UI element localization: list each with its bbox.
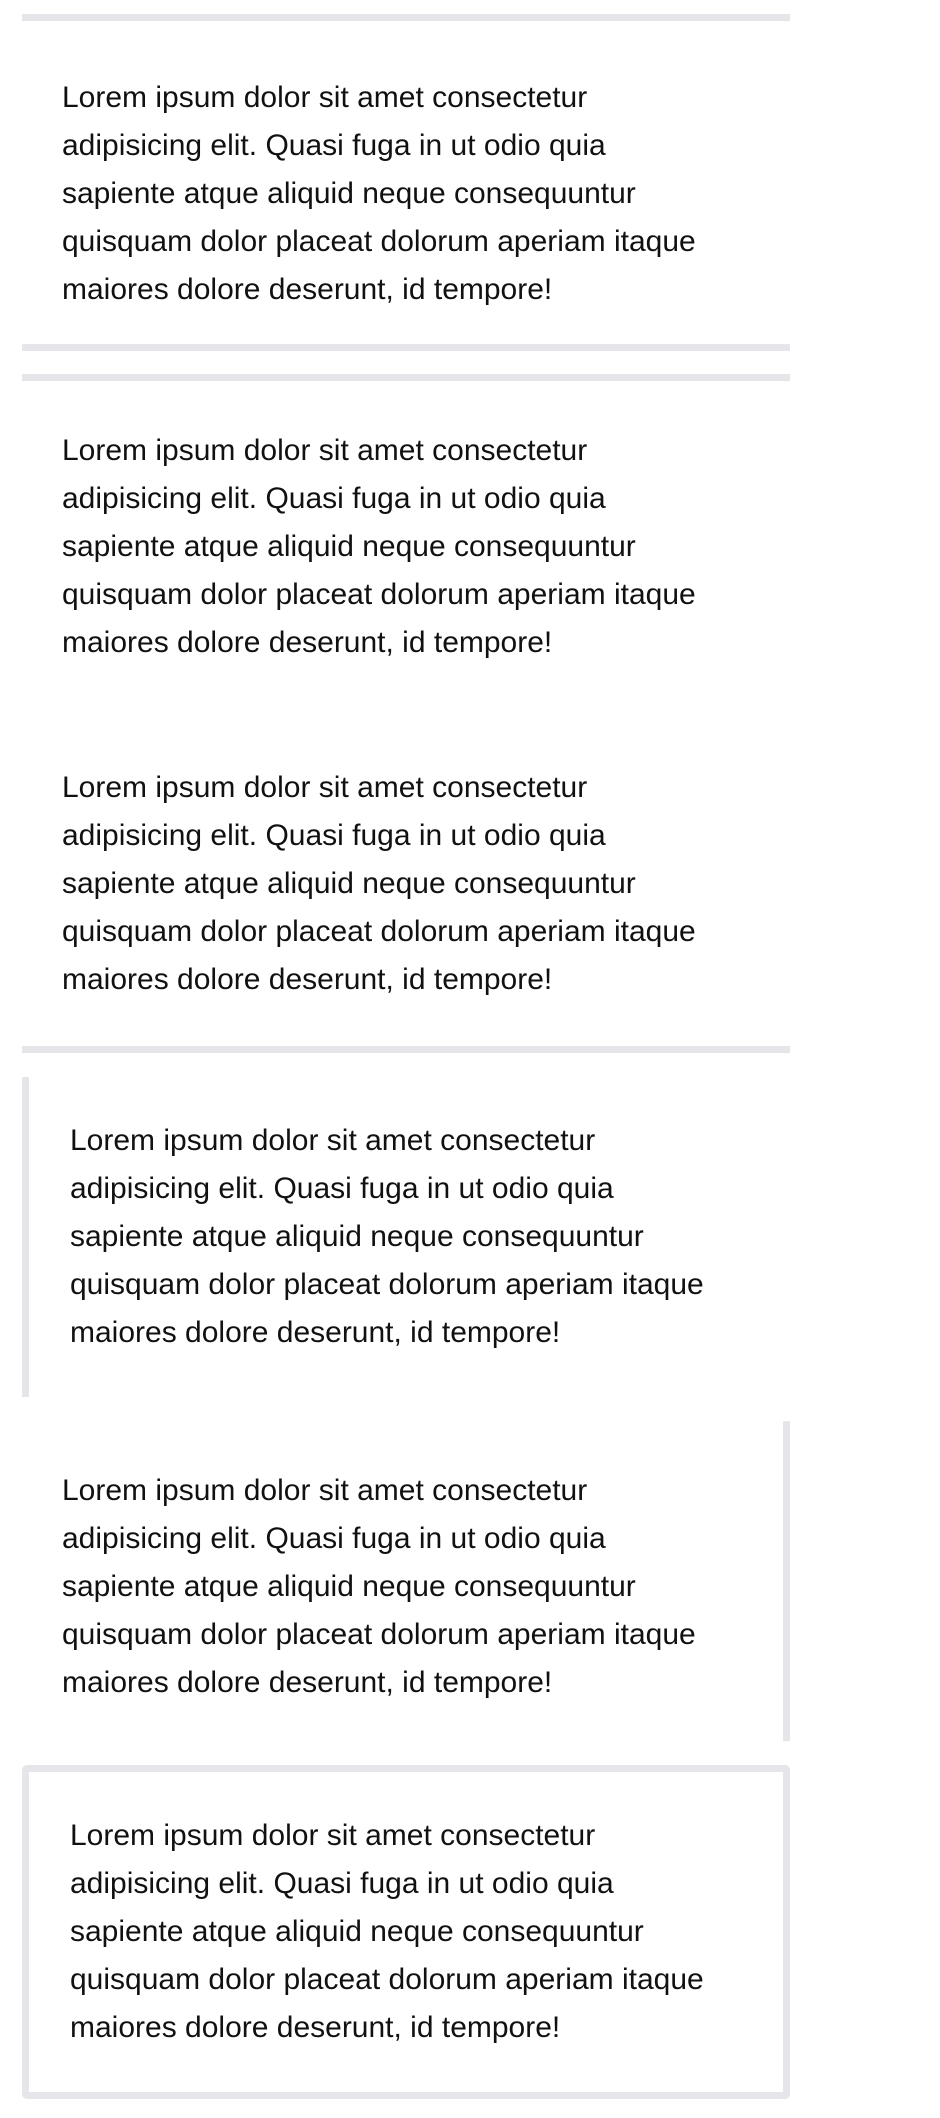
paragraph-text: Lorem ipsum dolor sit amet consectetur adipisicing elit. Quasi fuga in ut odio quia sapiente atque aliquid neque consequuntur quisquam dolor placeat dolorum aperiam itaque maiores dolore deserunt, id tempore! (62, 81, 696, 306)
paragraph-text: Lorem ipsum dolor sit amet consectetur adipisicing elit. Quasi fuga in ut odio quia sapiente atque aliquid neque consequuntur quisquam dolor placeat dolorum aperiam itaque maiores dolore deserunt, id tempore! (62, 1474, 696, 1699)
text-box-full-border (22, 1765, 790, 2099)
text-box-top-border (22, 374, 790, 694)
paragraph-text: Lorem ipsum dolor sit amet consectetur adipisicing elit. Quasi fuga in ut odio quia sapiente atque aliquid neque consequuntur quisquam dolor placeat dolorum aperiam itaque maiores dolore deserunt, id tempore! (62, 771, 696, 996)
paragraph-text: Lorem ipsum dolor sit amet consectetur adipisicing elit. Quasi fuga in ut odio quia sapiente atque aliquid neque consequuntur quisquam dolor placeat dolorum aperiam itaque maiores dolore deserunt, id tempore! (70, 1124, 704, 1349)
paragraph-text: Lorem ipsum dolor sit amet consectetur adipisicing elit. Quasi fuga in ut odio quia sapiente atque aliquid neque consequuntur quisquam dolor placeat dolorum aperiam itaque maiores dolore deserunt, id tempore! (70, 1819, 704, 2044)
text-box-left-border (22, 1077, 790, 1397)
paragraph-text: Lorem ipsum dolor sit amet consectetur adipisicing elit. Quasi fuga in ut odio quia sapiente atque aliquid neque consequuntur quisquam dolor placeat dolorum aperiam itaque maiores dolore deserunt, id tempore! (62, 434, 696, 659)
text-box-bottom-border (22, 716, 790, 1053)
text-box-top-bottom-border (22, 14, 790, 351)
text-box-right-border (22, 1421, 790, 1741)
